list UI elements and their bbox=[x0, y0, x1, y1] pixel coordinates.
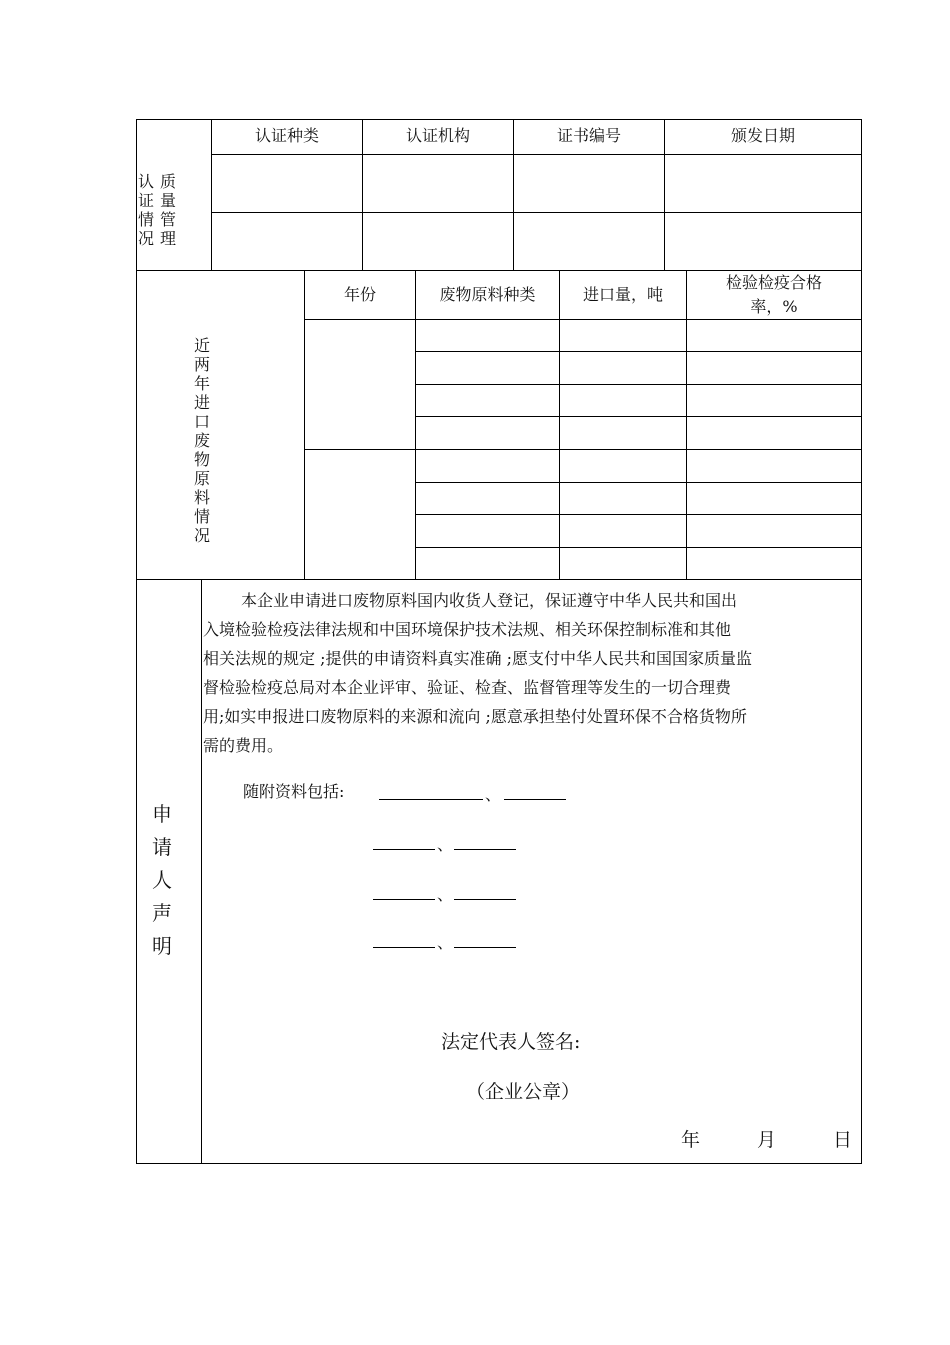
import-row-line bbox=[415, 547, 861, 548]
table-left-border bbox=[136, 119, 137, 1164]
paragraph-line: 督检验检疫总局对本企业评审、验证、检查、监督管理等发生的一切合理费 bbox=[203, 678, 732, 697]
import-section-label: 近 两 年 进 口 废 物 原 料 情 况 bbox=[193, 336, 210, 545]
table-top-border bbox=[136, 119, 862, 120]
declaration-paragraph bbox=[203, 586, 843, 760]
paragraph-line: 入境检验检疫法律法规和中国环境保护技术法规、相关环保控制标准和其他 bbox=[203, 620, 732, 639]
import-row-line bbox=[415, 351, 861, 352]
import-header-material: 废物原料种类 bbox=[439, 285, 536, 304]
import-row-line bbox=[415, 416, 861, 417]
cert-header-date: 颁发日期 bbox=[730, 126, 795, 145]
cert-header-type: 认证种类 bbox=[254, 126, 319, 145]
attachment-blank[interactable] bbox=[454, 849, 516, 850]
cert-header-body: 认证机构 bbox=[405, 126, 470, 145]
import-header-pass-rate-1: 检验检疫合格 bbox=[725, 273, 822, 292]
paragraph-line: 用;如实申报进口废物原料的来源和流向 ;愿意承担垫付处置环保不合格货物所 bbox=[203, 707, 747, 726]
cert-header-number: 证书编号 bbox=[556, 126, 621, 145]
table-right-border bbox=[861, 119, 862, 1164]
cert-section-label: 认 证 情 况 bbox=[137, 172, 154, 248]
import-row-line bbox=[415, 482, 861, 483]
company-seal-label: （企业公章） bbox=[466, 1081, 581, 1103]
import-header-quantity: 进口量，吨 bbox=[582, 285, 663, 304]
paragraph-line: 需的费用。 bbox=[203, 736, 284, 755]
import-row-line bbox=[415, 514, 861, 515]
attachment-blank[interactable] bbox=[454, 947, 516, 948]
import-col-divider-2 bbox=[559, 270, 560, 579]
cert-row-line bbox=[211, 212, 861, 213]
import-row-line bbox=[415, 384, 861, 385]
attachments-label: 随附资料包括: bbox=[243, 782, 345, 801]
import-col-divider-1 bbox=[415, 270, 416, 579]
declaration-section-label: 申 请 人 声 明 bbox=[152, 802, 172, 958]
paragraph-line: 本企业申请进口废物原料国内收货人登记，保证遵守中华人民共和国出 bbox=[241, 591, 738, 610]
attachment-blank[interactable] bbox=[373, 899, 435, 900]
signature-label: 法定代表人签名: bbox=[441, 1031, 581, 1053]
import-header-year: 年份 bbox=[343, 285, 376, 304]
import-header-pass-rate-2: 率，% bbox=[750, 297, 798, 316]
attachment-blank[interactable] bbox=[454, 899, 516, 900]
date-year-label: 年 bbox=[681, 1129, 701, 1151]
paragraph-line: 相关法规的规定 ;提供的申请资料真实准确 ;愿支付中华人民共和国国家质量监 bbox=[203, 649, 752, 668]
attachment-separator: 、 bbox=[437, 835, 454, 854]
attachment-blank[interactable] bbox=[504, 799, 566, 800]
date-month-label: 月 bbox=[757, 1129, 777, 1151]
cert-header-line bbox=[211, 154, 861, 155]
declaration-label-divider bbox=[201, 579, 202, 1164]
import-header-line bbox=[304, 319, 861, 320]
attachment-blank[interactable] bbox=[373, 849, 435, 850]
section-divider-1 bbox=[136, 270, 862, 271]
table-bottom-border bbox=[136, 1163, 862, 1164]
import-year-divider bbox=[304, 449, 861, 450]
attachment-separator: 、 bbox=[437, 933, 454, 952]
import-label-divider bbox=[304, 270, 305, 579]
attachment-separator: 、 bbox=[437, 885, 454, 904]
quality-management-label: 质 量 管 理 bbox=[159, 172, 176, 248]
date-day-label: 日 bbox=[833, 1129, 853, 1151]
section-divider-2 bbox=[136, 579, 862, 580]
attachment-separator: 、 bbox=[485, 785, 502, 804]
attachment-blank[interactable] bbox=[373, 947, 435, 948]
attachment-blank[interactable] bbox=[379, 799, 483, 800]
